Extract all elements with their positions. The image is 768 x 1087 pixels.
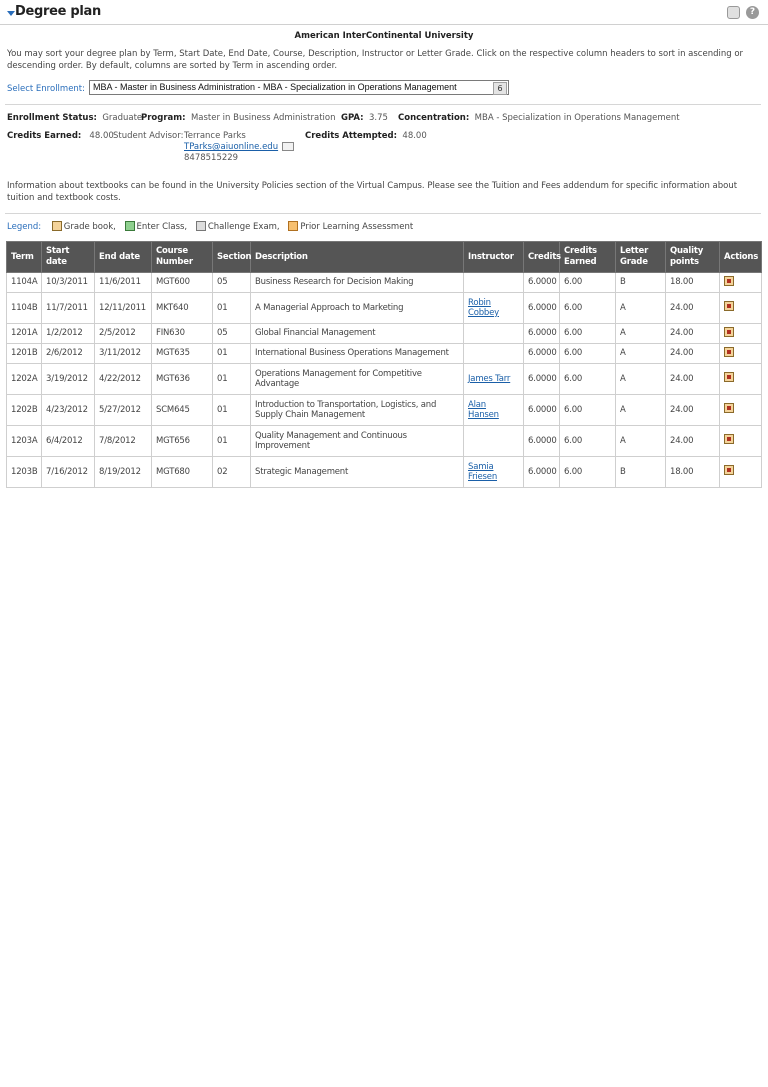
table-row — [7, 293, 762, 324]
cell-quality-points: 24.00 — [666, 426, 720, 457]
cell-term: 1203B — [7, 457, 42, 488]
cell-start-date: 7/16/2012 — [42, 457, 95, 488]
cell-term: 1104A — [7, 273, 42, 293]
cell-credits-earned: 6.00 — [560, 273, 616, 293]
cell-start-date: 10/3/2011 — [42, 273, 95, 293]
cell-letter-grade: A — [616, 344, 666, 364]
cell-end-date: 12/11/2011 — [95, 293, 152, 324]
cell-course-number: MGT635 — [152, 344, 213, 364]
email-envelope-icon[interactable] — [282, 142, 294, 151]
cell-course-number: MGT656 — [152, 426, 213, 457]
program: Program: Master in Business Administration — [141, 113, 336, 123]
grade-book-icon[interactable] — [724, 301, 734, 311]
cell-actions — [720, 344, 762, 364]
cell-description: International Business Operations Management — [251, 344, 464, 364]
enrollment-status: Enrollment Status: Graduate — [7, 113, 143, 123]
cell-description: Quality Management and Continuous Improvement — [251, 426, 464, 457]
prior-learning-icon — [288, 221, 298, 231]
advisor-phone: 8478515229 — [184, 153, 239, 163]
cell-instructor — [464, 426, 524, 457]
cell-actions — [720, 273, 762, 293]
cell-end-date: 2/5/2012 — [95, 324, 152, 344]
cell-term: 1201A — [7, 324, 42, 344]
cell-credits-earned: 6.00 — [560, 426, 616, 457]
cell-end-date: 8/19/2012 — [95, 457, 152, 488]
cell-course-number: MGT680 — [152, 457, 213, 488]
cell-instructor — [464, 324, 524, 344]
cell-course-number: SCM645 — [152, 395, 213, 426]
cell-credits: 6.0000 — [524, 324, 560, 344]
grade-book-icon[interactable] — [724, 372, 734, 382]
column-header-instructor[interactable]: Instructor — [464, 242, 524, 273]
sort-instructions: You may sort your degree plan by Term, Start Date, End Date, Course, Description, Instructor or Letter Grade. Click on the respective column headers to sort in ascending or descending order. By default, columns are sorted by Term in ascending order. — [7, 49, 744, 71]
cell-credits-earned: 6.00 — [560, 457, 616, 488]
cell-term: 1202B — [7, 395, 42, 426]
cell-start-date: 1/2/2012 — [42, 324, 95, 344]
instructor-link[interactable]: Samia Friesen — [468, 461, 498, 482]
cell-end-date: 4/22/2012 — [95, 364, 152, 395]
column-header-end-date[interactable]: End date — [95, 242, 152, 273]
table-row — [7, 324, 762, 344]
column-header-description[interactable]: Description — [251, 242, 464, 273]
advisor-email-link[interactable]: TParks@aiuonline.edu — [184, 142, 279, 152]
table-header-row — [7, 242, 762, 273]
cell-section: 01 — [213, 293, 251, 324]
cell-start-date: 3/19/2012 — [42, 364, 95, 395]
grade-book-icon[interactable] — [724, 465, 734, 475]
cell-section: 01 — [213, 344, 251, 364]
university-name: American InterContinental University — [294, 31, 474, 41]
cell-section: 05 — [213, 324, 251, 344]
cell-start-date: 4/23/2012 — [42, 395, 95, 426]
cell-credits: 6.0000 — [524, 344, 560, 364]
column-header-quality-points: Quality points — [666, 242, 720, 273]
column-header-course-number[interactable]: Course Number — [152, 242, 213, 273]
cell-quality-points: 18.00 — [666, 457, 720, 488]
cell-quality-points: 24.00 — [666, 293, 720, 324]
column-header-credits: Credits — [524, 242, 560, 273]
enrollment-selected-value: MBA - Master in Business Administration - MBA - Specialization in Operations Management — [93, 82, 457, 92]
column-header-start-date[interactable]: Start date — [42, 242, 95, 273]
cell-start-date: 2/6/2012 — [42, 344, 95, 364]
cell-credits: 6.0000 — [524, 395, 560, 426]
grade-book-icon[interactable] — [724, 327, 734, 337]
cell-description: Operations Management for Competitive Advantage — [251, 364, 464, 395]
cell-quality-points: 24.00 — [666, 344, 720, 364]
cell-section: 01 — [213, 364, 251, 395]
cell-instructor — [464, 293, 524, 324]
cell-instructor — [464, 457, 524, 488]
cell-quality-points: 24.00 — [666, 324, 720, 344]
grade-book-icon — [52, 221, 62, 231]
cell-term: 1203A — [7, 426, 42, 457]
table-row — [7, 426, 762, 457]
instructor-link[interactable]: James Tarr — [468, 373, 511, 384]
cell-description: Introduction to Transportation, Logistics, and Supply Chain Management — [251, 395, 464, 426]
table-row — [7, 395, 762, 426]
cell-end-date: 3/11/2012 — [95, 344, 152, 364]
cell-end-date: 5/27/2012 — [95, 395, 152, 426]
enter-class-icon — [125, 221, 135, 231]
cell-section: 02 — [213, 457, 251, 488]
instructor-link[interactable]: Robin Cobbey — [468, 297, 499, 318]
cell-letter-grade: A — [616, 395, 666, 426]
cell-course-number: MKT640 — [152, 293, 213, 324]
column-header-credits-earned: Credits Earned — [560, 242, 616, 273]
cell-actions — [720, 395, 762, 426]
cell-credits: 6.0000 — [524, 426, 560, 457]
cell-term: 1201B — [7, 344, 42, 364]
cell-actions — [720, 293, 762, 324]
cell-letter-grade: B — [616, 273, 666, 293]
collapse-chevron-icon[interactable] — [7, 11, 15, 16]
cell-course-number: MGT636 — [152, 364, 213, 395]
cell-quality-points: 24.00 — [666, 364, 720, 395]
cell-section: 01 — [213, 395, 251, 426]
grade-book-icon[interactable] — [724, 403, 734, 413]
cell-instructor — [464, 364, 524, 395]
cell-end-date: 11/6/2011 — [95, 273, 152, 293]
student-advisor-label: Student Advisor: — [113, 131, 184, 141]
column-header-letter-grade[interactable]: Letter Grade — [616, 242, 666, 273]
cell-actions — [720, 364, 762, 395]
table-row — [7, 457, 762, 488]
cell-actions — [720, 457, 762, 488]
cell-letter-grade: B — [616, 457, 666, 488]
gpa: GPA: 3.75 — [341, 113, 388, 123]
cell-letter-grade: A — [616, 293, 666, 324]
cell-credits-earned: 6.00 — [560, 395, 616, 426]
cell-credits: 6.0000 — [524, 457, 560, 488]
cell-credits-earned: 6.00 — [560, 324, 616, 344]
cell-letter-grade: A — [616, 324, 666, 344]
table-row — [7, 344, 762, 364]
textbook-info: Information about textbooks can be found in the University Policies section of the Virtual Campus. Please see the Tuition and Fees addendum for specific information about tuition and textbook costs. — [7, 181, 738, 203]
credits-earned: Credits Earned: 48.00 — [7, 131, 114, 141]
cell-description: A Managerial Approach to Marketing — [251, 293, 464, 324]
grade-book-icon[interactable] — [724, 276, 734, 286]
cell-letter-grade: A — [616, 426, 666, 457]
cell-credits-earned: 6.00 — [560, 293, 616, 324]
table-row — [7, 273, 762, 293]
student-advisor — [184, 131, 294, 164]
cell-end-date: 7/8/2012 — [95, 426, 152, 457]
concentration: Concentration: MBA - Specialization in Operations Management — [398, 113, 680, 123]
select-enrollment-label: Select Enrollment: — [7, 84, 86, 94]
divider — [5, 104, 761, 105]
cell-credits: 6.0000 — [524, 293, 560, 324]
cell-instructor — [464, 273, 524, 293]
print-icon[interactable] — [727, 6, 740, 19]
header-bar — [0, 0, 768, 25]
grade-book-icon[interactable] — [724, 347, 734, 357]
divider — [5, 213, 761, 214]
cell-instructor — [464, 395, 524, 426]
cell-term: 1202A — [7, 364, 42, 395]
cell-actions — [720, 324, 762, 344]
legend: Legend: Grade book, Enter Class, Challenge Exam, Prior Learning Assessment — [7, 222, 414, 232]
cell-credits-earned: 6.00 — [560, 344, 616, 364]
challenge-exam-icon — [196, 221, 206, 231]
page-title: Degree plan — [15, 4, 101, 19]
cell-instructor — [464, 344, 524, 364]
dropdown-arrow-icon[interactable]: 6 — [493, 82, 507, 95]
cell-section: 05 — [213, 273, 251, 293]
enrollment-select[interactable] — [89, 80, 509, 95]
cell-description: Global Financial Management — [251, 324, 464, 344]
help-icon[interactable]: ? — [746, 6, 759, 19]
cell-quality-points: 18.00 — [666, 273, 720, 293]
cell-term: 1104B — [7, 293, 42, 324]
column-header-actions: Actions — [720, 242, 762, 273]
cell-course-number: MGT600 — [152, 273, 213, 293]
cell-description: Strategic Management — [251, 457, 464, 488]
credits-attempted: Credits Attempted: 48.00 — [305, 131, 427, 141]
advisor-name: Terrance Parks — [184, 131, 246, 141]
table-row — [7, 364, 762, 395]
column-header-section: Section — [213, 242, 251, 273]
cell-actions — [720, 426, 762, 457]
cell-course-number: FIN630 — [152, 324, 213, 344]
degree-plan-table — [6, 241, 762, 488]
legend-label: Legend: — [7, 222, 42, 232]
cell-start-date: 6/4/2012 — [42, 426, 95, 457]
cell-section: 01 — [213, 426, 251, 457]
instructor-link[interactable]: Alan Hansen — [468, 399, 499, 420]
cell-letter-grade: A — [616, 364, 666, 395]
cell-credits-earned: 6.00 — [560, 364, 616, 395]
cell-credits: 6.0000 — [524, 273, 560, 293]
cell-quality-points: 24.00 — [666, 395, 720, 426]
cell-start-date: 11/7/2011 — [42, 293, 95, 324]
cell-description: Business Research for Decision Making — [251, 273, 464, 293]
cell-credits: 6.0000 — [524, 364, 560, 395]
grade-book-icon[interactable] — [724, 434, 734, 444]
column-header-term[interactable]: Term — [7, 242, 42, 273]
